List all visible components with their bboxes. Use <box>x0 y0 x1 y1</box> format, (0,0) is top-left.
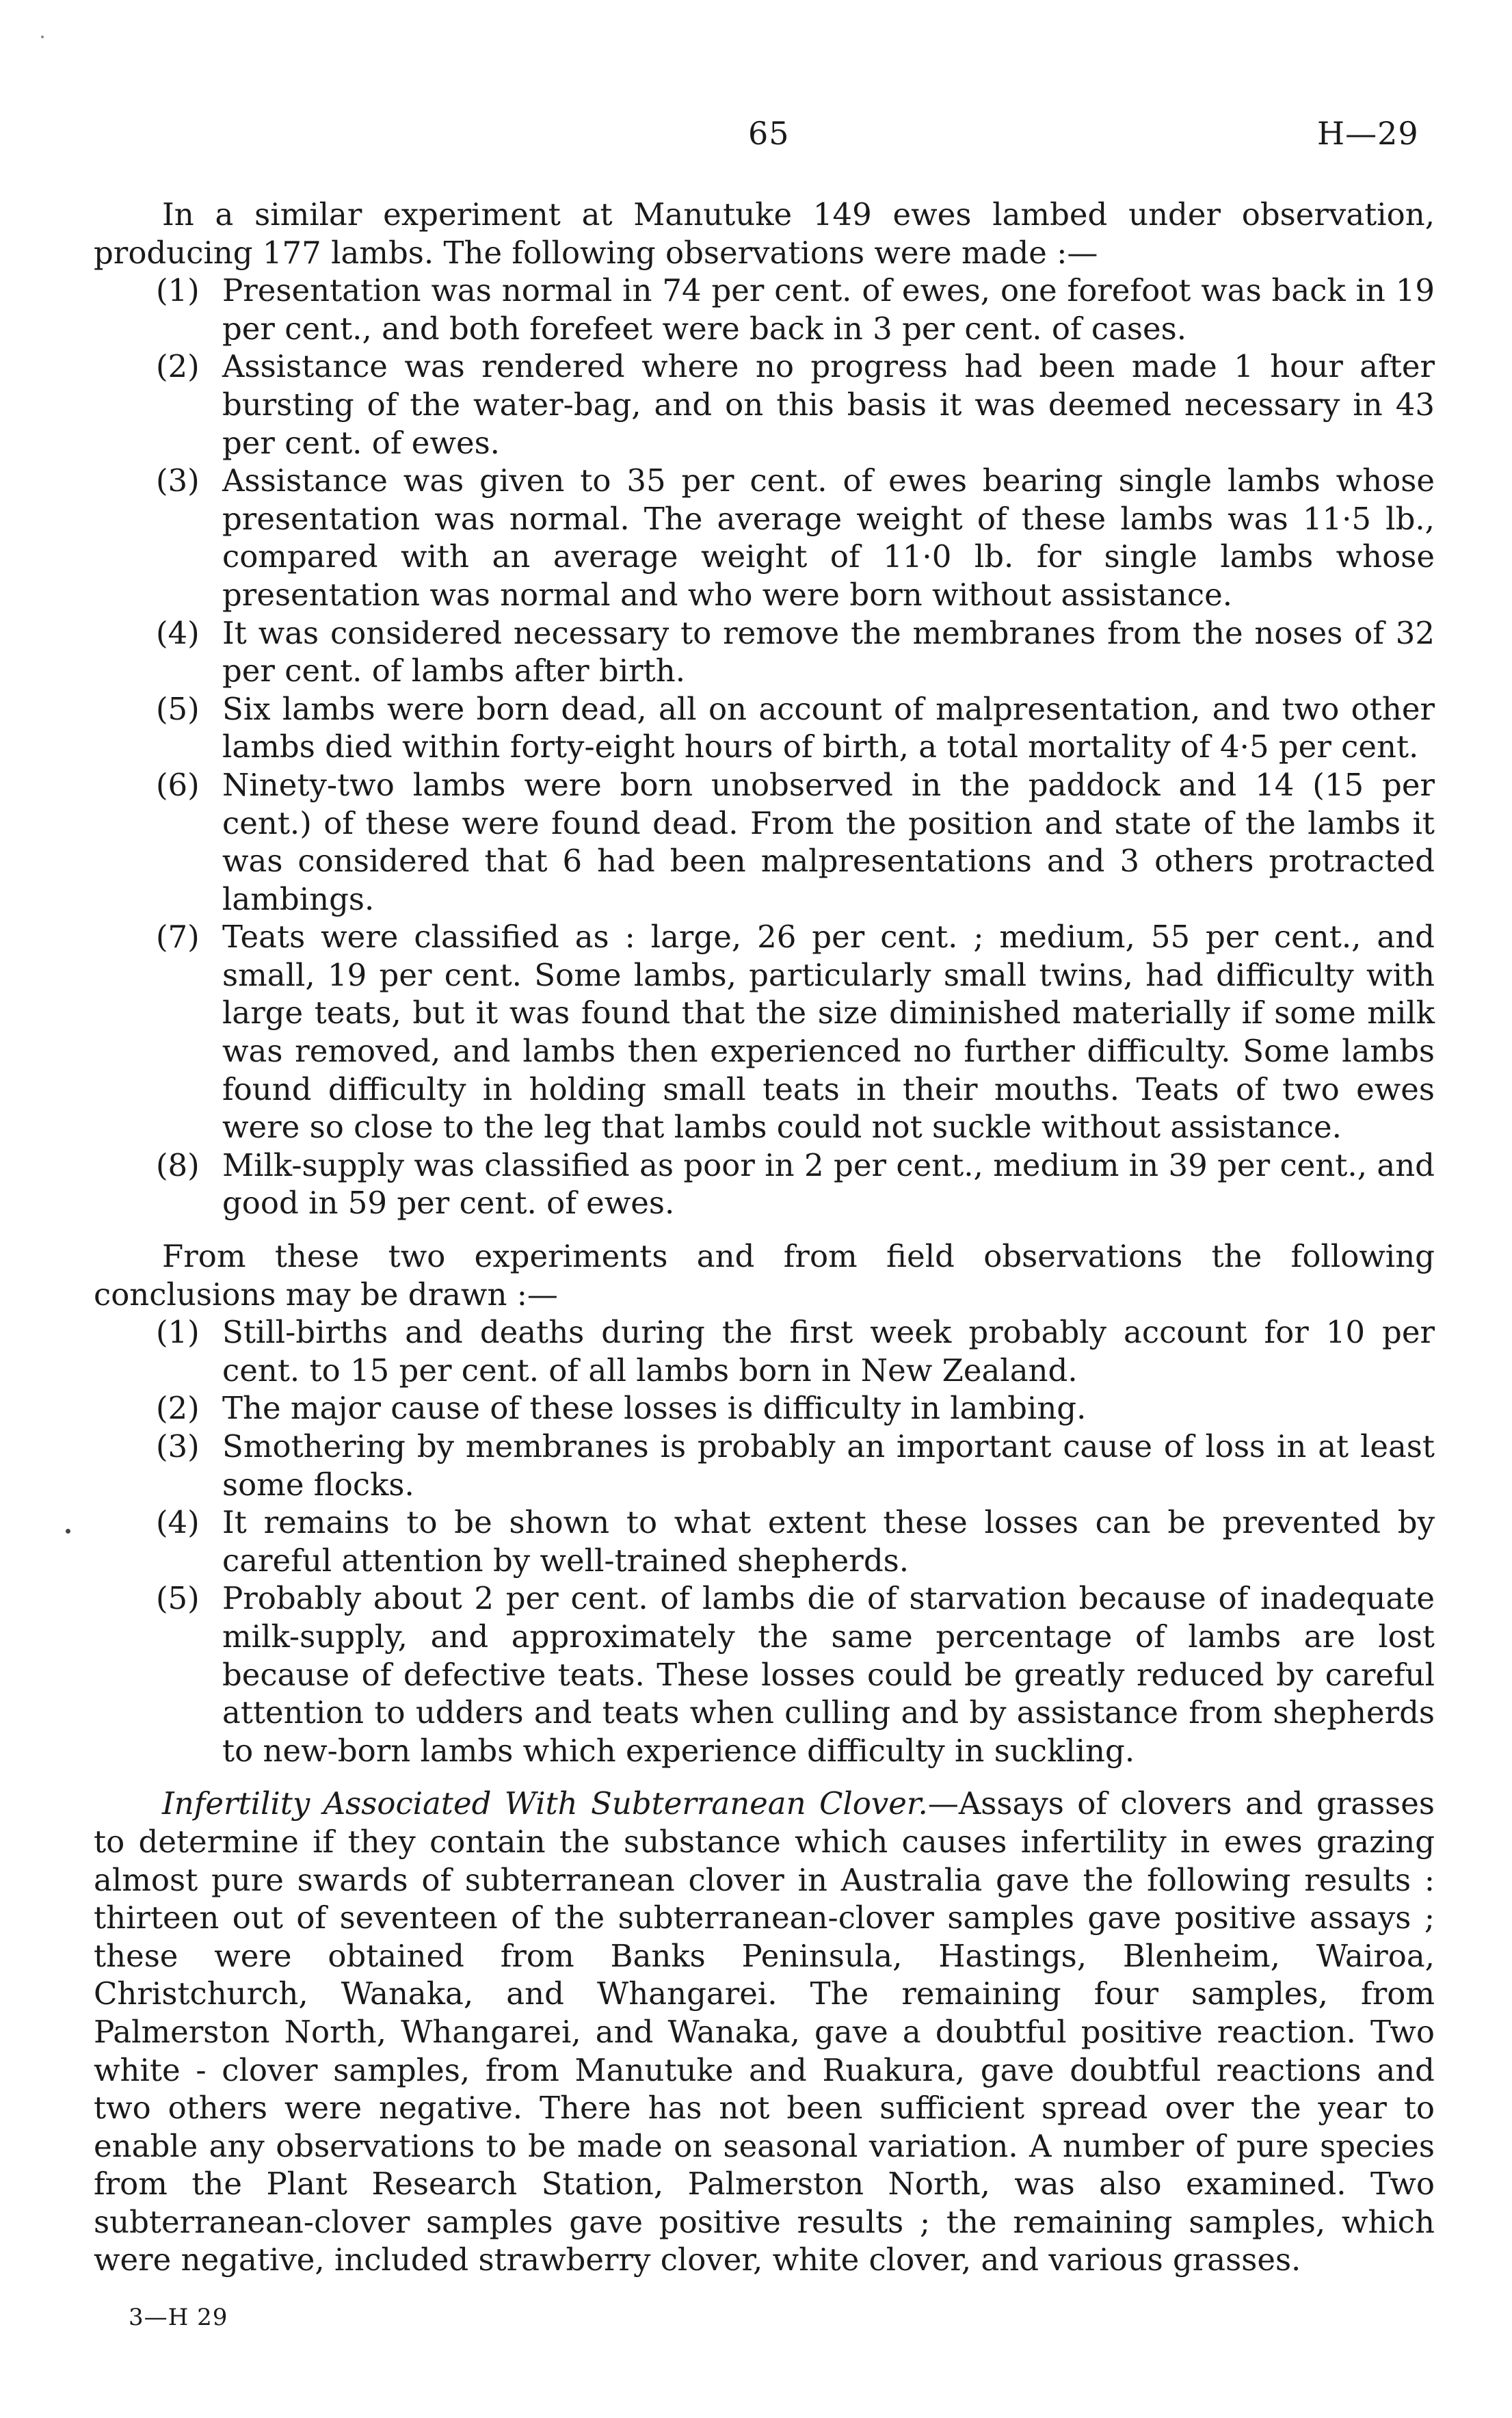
conclusion-item <box>156 1313 1435 1389</box>
item-number: (2) <box>156 348 200 385</box>
page-body <box>94 196 1435 2279</box>
experiment-intro: In a similar experiment at Manutuke 149 ewes lambed under observation, producing 177 lambs. The following observations were made :— <box>94 196 1435 271</box>
item-text: Ninety-two lambs were born unobserved in the paddock and 14 (15 per cent.) of these were found dead. From the position and state of the lambs it was considered that 6 had been malpresentations and 3 others protracted lambings. <box>222 766 1435 917</box>
item-text: Probably about 2 per cent. of lambs die of starvation because of inadequate milk-supply, and approximately the same percentage of lambs are lost because of defective teats. These losses could be greatly reduced by careful attention to udders and teats when culling and by assistance from shepherds to new-born lambs which experience difficulty in suckling. <box>222 1580 1435 1769</box>
item-text: Milk-supply was classified as poor in 2 per cent., medium in 39 per cent., and good in 59 per cent. of ewes. <box>222 1146 1435 1222</box>
item-text: Teats were classified as : large, 26 per cent. ; medium, 55 per cent., and small, 19 per cent. Some lambs, particularly small twins, had difficulty with large teats, but it was found that the size diminished materially if some milk was removed, and lambs then experienced no further difficulty. Some lambs found difficulty in holding small teats in their mouths. Teats of two ewes were so close to the leg that lambs could not suckle without assistance. <box>222 919 1435 1146</box>
conclusion-item <box>156 1579 1435 1770</box>
item-text: Assistance was rendered where no progress had been made 1 hour after bursting of the water-bag, and on this basis it was deemed necessary in 43 per cent. of ewes. <box>222 348 1435 461</box>
item-number: (3) <box>156 1428 200 1464</box>
item-text: The major cause of these losses is difficulty in lambing. <box>222 1390 1087 1427</box>
item-text: It was considered necessary to remove the membranes from the noses of 32 per cent. of lambs after birth. <box>222 614 1435 689</box>
footer-signature: 3—H 29 <box>129 2304 228 2331</box>
item-text: Presentation was normal in 74 per cent. of ewes, one forefoot was back in 19 per cent., and both forefeet were back in 3 per cent. of cases. <box>222 272 1435 347</box>
item-number: (8) <box>156 1146 200 1183</box>
conclusions-intro: From these two experiments and from field observations the following conclusions may be drawn :— <box>94 1238 1435 1313</box>
item-text: It remains to be shown to what extent these losses can be prevented by careful attention by well-trained shepherds. <box>222 1504 1435 1579</box>
item-text: Smothering by membranes is probably an important cause of loss in at least some flocks. <box>222 1428 1435 1503</box>
item-number: (1) <box>156 272 200 309</box>
speck-mark <box>41 36 44 38</box>
observations-list <box>94 272 1435 1222</box>
observation-item <box>156 1146 1435 1222</box>
infertility-paragraph <box>94 1785 1435 2279</box>
item-number: (7) <box>156 919 200 956</box>
conclusion-item <box>156 1389 1435 1428</box>
item-number: (5) <box>156 690 200 727</box>
item-number: (1) <box>156 1314 200 1351</box>
section-heading: Infertility Associated With Subterranean Clover. <box>162 1785 928 1822</box>
observation-item <box>156 614 1435 690</box>
item-number: (5) <box>156 1580 200 1617</box>
observation-item <box>156 766 1435 918</box>
speck-mark <box>66 1529 70 1534</box>
observation-item <box>156 462 1435 614</box>
item-number: (2) <box>156 1390 200 1427</box>
observation-item <box>156 272 1435 347</box>
item-number: (4) <box>156 614 200 651</box>
page-number: 65 <box>748 115 790 152</box>
section-text: —Assays of clovers and grasses to determine if they contain the substance which causes infertility in ewes grazing almost pure swards of subterranean clover in Australia gave the following results : thirteen out of seventeen of the subterranean-clover samples gave positive assays ; these were obtained from Banks Peninsula, Hastings, Blenheim, Wairoa, Christchurch, Wanaka, and Whangarei. The remaining four samples, from Palmerston North, Whangarei, and Wanaka, gave a doubtful positive reaction. Two white - clover samples, from Manutuke and Ruakura, gave doubtful reactions and two others were negative. There has not been sufficient spread over the year to enable any observations to be made on seasonal variation. A number of pure species from the Plant Research Station, Palmerston North, was also examined. Two subterranean-clover samples gave positive results ; the remaining samples, which were negative, included strawberry clover, white clover, and various grasses. <box>94 1785 1435 2278</box>
item-number: (4) <box>156 1504 200 1541</box>
item-text: Assistance was given to 35 per cent. of ewes bearing single lambs whose presentation was normal. The average weight of these lambs was 11·5 lb., compared with an average weight of 11·0 lb. for single lambs whose presentation was normal and who were born without assistance. <box>222 462 1435 613</box>
conclusions-list <box>94 1313 1435 1770</box>
conclusion-item <box>156 1428 1435 1503</box>
item-number: (6) <box>156 766 200 803</box>
item-text: Six lambs were born dead, all on account of malpresentation, and two other lambs died within forty-eight hours of birth, a total mortality of 4·5 per cent. <box>222 690 1435 765</box>
document-ref: H—29 <box>1317 115 1419 152</box>
observation-item <box>156 918 1435 1146</box>
conclusion-item <box>156 1503 1435 1579</box>
observation-item <box>156 690 1435 766</box>
item-text: Still-births and deaths during the first week probably account for 10 per cent. to 15 per cent. of all lambs born in New Zealand. <box>222 1314 1435 1389</box>
observation-item <box>156 347 1435 462</box>
item-number: (3) <box>156 462 200 499</box>
